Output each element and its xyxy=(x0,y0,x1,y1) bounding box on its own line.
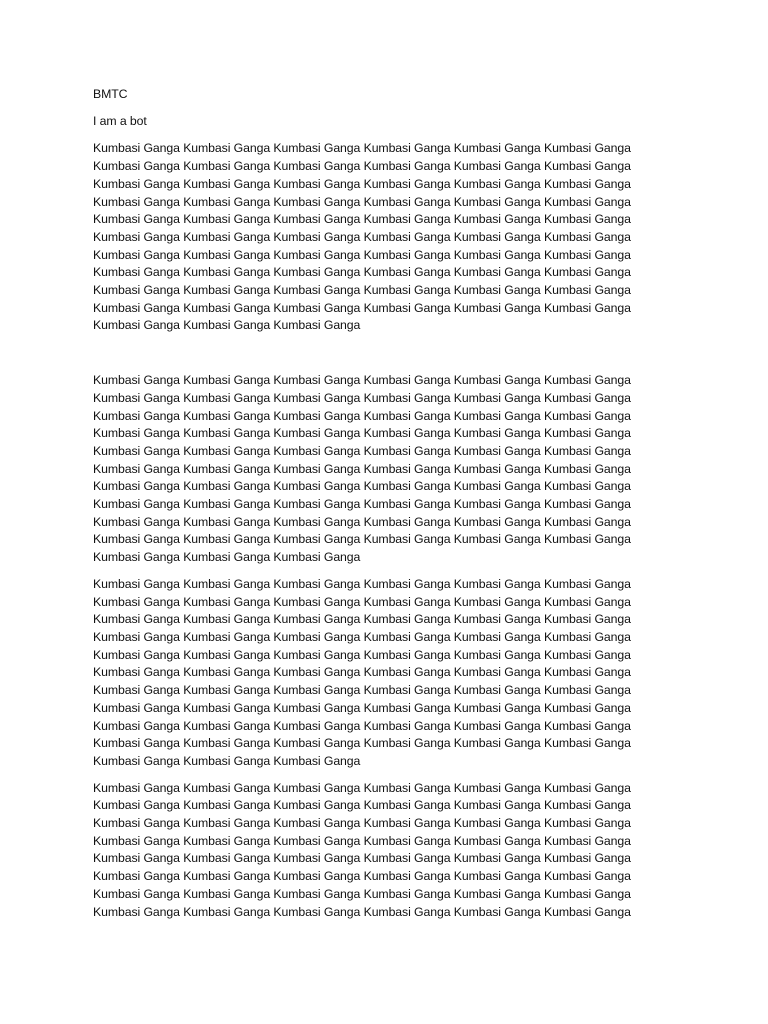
document-page xyxy=(93,86,653,930)
body-paragraph-3: Kumbasi Ganga Kumbasi Ganga Kumbasi Ganga Kumbasi Ganga Kumbasi Ganga Kumbasi Ganga Kumbasi Ganga Kumbasi Ganga Kumbasi Ganga Kumbasi Ganga Kumbasi Ganga Kumbasi Ganga Kumbasi Ganga Kumbasi Ganga Kumbasi Ganga Kumbasi Ganga Kumbasi Ganga Kumbasi Ganga Kumbasi Ganga Kumbasi Ganga Kumbasi Ganga Kumbasi Ganga Kumbasi Ganga Kumbasi Ganga Kumbasi Ganga Kumbasi Ganga Kumbasi Ganga Kumbasi Ganga Kumbasi Ganga Kumbasi Ganga Kumbasi Ganga Kumbasi Ganga Kumbasi Ganga Kumbasi Ganga Kumbasi Ganga Kumbasi Ganga Kumbasi Ganga Kumbasi Ganga Kumbasi Ganga Kumbasi Ganga Kumbasi Ganga Kumbasi Ganga Kumbasi Ganga Kumbasi Ganga Kumbasi Ganga Kumbasi Ganga Kumbasi Ganga Kumbasi Ganga Kumbasi Ganga Kumbasi Ganga Kumbasi Ganga Kumbasi Ganga Kumbasi Ganga Kumbasi Ganga Kumbasi Ganga Kumbasi Ganga Kumbasi Ganga Kumbasi Ganga Kumbasi Ganga Kumbasi Ganga Kumbasi Ganga Kumbasi Ganga Kumbasi Ganga xyxy=(93,576,631,768)
body-paragraph-1: Kumbasi Ganga Kumbasi Ganga Kumbasi Ganga Kumbasi Ganga Kumbasi Ganga Kumbasi Ganga Kumbasi Ganga Kumbasi Ganga Kumbasi Ganga Kumbasi Ganga Kumbasi Ganga Kumbasi Ganga Kumbasi Ganga Kumbasi Ganga Kumbasi Ganga Kumbasi Ganga Kumbasi Ganga Kumbasi Ganga Kumbasi Ganga Kumbasi Ganga Kumbasi Ganga Kumbasi Ganga Kumbasi Ganga Kumbasi Ganga Kumbasi Ganga Kumbasi Ganga Kumbasi Ganga Kumbasi Ganga Kumbasi Ganga Kumbasi Ganga Kumbasi Ganga Kumbasi Ganga Kumbasi Ganga Kumbasi Ganga Kumbasi Ganga Kumbasi Ganga Kumbasi Ganga Kumbasi Ganga Kumbasi Ganga Kumbasi Ganga Kumbasi Ganga Kumbasi Ganga Kumbasi Ganga Kumbasi Ganga Kumbasi Ganga Kumbasi Ganga Kumbasi Ganga Kumbasi Ganga Kumbasi Ganga Kumbasi Ganga Kumbasi Ganga Kumbasi Ganga Kumbasi Ganga Kumbasi Ganga Kumbasi Ganga Kumbasi Ganga Kumbasi Ganga Kumbasi Ganga Kumbasi Ganga Kumbasi Ganga Kumbasi Ganga Kumbasi Ganga Kumbasi Ganga xyxy=(93,141,631,333)
document-title: BMTC xyxy=(93,87,128,101)
body-paragraph-4: Kumbasi Ganga Kumbasi Ganga Kumbasi Ganga Kumbasi Ganga Kumbasi Ganga Kumbasi Ganga Kumbasi Ganga Kumbasi Ganga Kumbasi Ganga Kumbasi Ganga Kumbasi Ganga Kumbasi Ganga Kumbasi Ganga Kumbasi Ganga Kumbasi Ganga Kumbasi Ganga Kumbasi Ganga Kumbasi Ganga Kumbasi Ganga Kumbasi Ganga Kumbasi Ganga Kumbasi Ganga Kumbasi Ganga Kumbasi Ganga Kumbasi Ganga Kumbasi Ganga Kumbasi Ganga Kumbasi Ganga Kumbasi Ganga Kumbasi Ganga Kumbasi Ganga Kumbasi Ganga Kumbasi Ganga Kumbasi Ganga Kumbasi Ganga Kumbasi Ganga Kumbasi Ganga Kumbasi Ganga Kumbasi Ganga Kumbasi Ganga Kumbasi Ganga Kumbasi Ganga Kumbasi Ganga Kumbasi Ganga Kumbasi Ganga Kumbasi Ganga Kumbasi Ganga Kumbasi Ganga xyxy=(93,780,631,919)
body-paragraph-2: Kumbasi Ganga Kumbasi Ganga Kumbasi Ganga Kumbasi Ganga Kumbasi Ganga Kumbasi Ganga Kumbasi Ganga Kumbasi Ganga Kumbasi Ganga Kumbasi Ganga Kumbasi Ganga Kumbasi Ganga Kumbasi Ganga Kumbasi Ganga Kumbasi Ganga Kumbasi Ganga Kumbasi Ganga Kumbasi Ganga Kumbasi Ganga Kumbasi Ganga Kumbasi Ganga Kumbasi Ganga Kumbasi Ganga Kumbasi Ganga Kumbasi Ganga Kumbasi Ganga Kumbasi Ganga Kumbasi Ganga Kumbasi Ganga Kumbasi Ganga Kumbasi Ganga Kumbasi Ganga Kumbasi Ganga Kumbasi Ganga Kumbasi Ganga Kumbasi Ganga Kumbasi Ganga Kumbasi Ganga Kumbasi Ganga Kumbasi Ganga Kumbasi Ganga Kumbasi Ganga Kumbasi Ganga Kumbasi Ganga Kumbasi Ganga Kumbasi Ganga Kumbasi Ganga Kumbasi Ganga Kumbasi Ganga Kumbasi Ganga Kumbasi Ganga Kumbasi Ganga Kumbasi Ganga Kumbasi Ganga Kumbasi Ganga Kumbasi Ganga Kumbasi Ganga Kumbasi Ganga Kumbasi Ganga Kumbasi Ganga Kumbasi Ganga Kumbasi Ganga Kumbasi Ganga xyxy=(93,373,631,565)
document-subtitle: I am a bot xyxy=(93,114,147,129)
